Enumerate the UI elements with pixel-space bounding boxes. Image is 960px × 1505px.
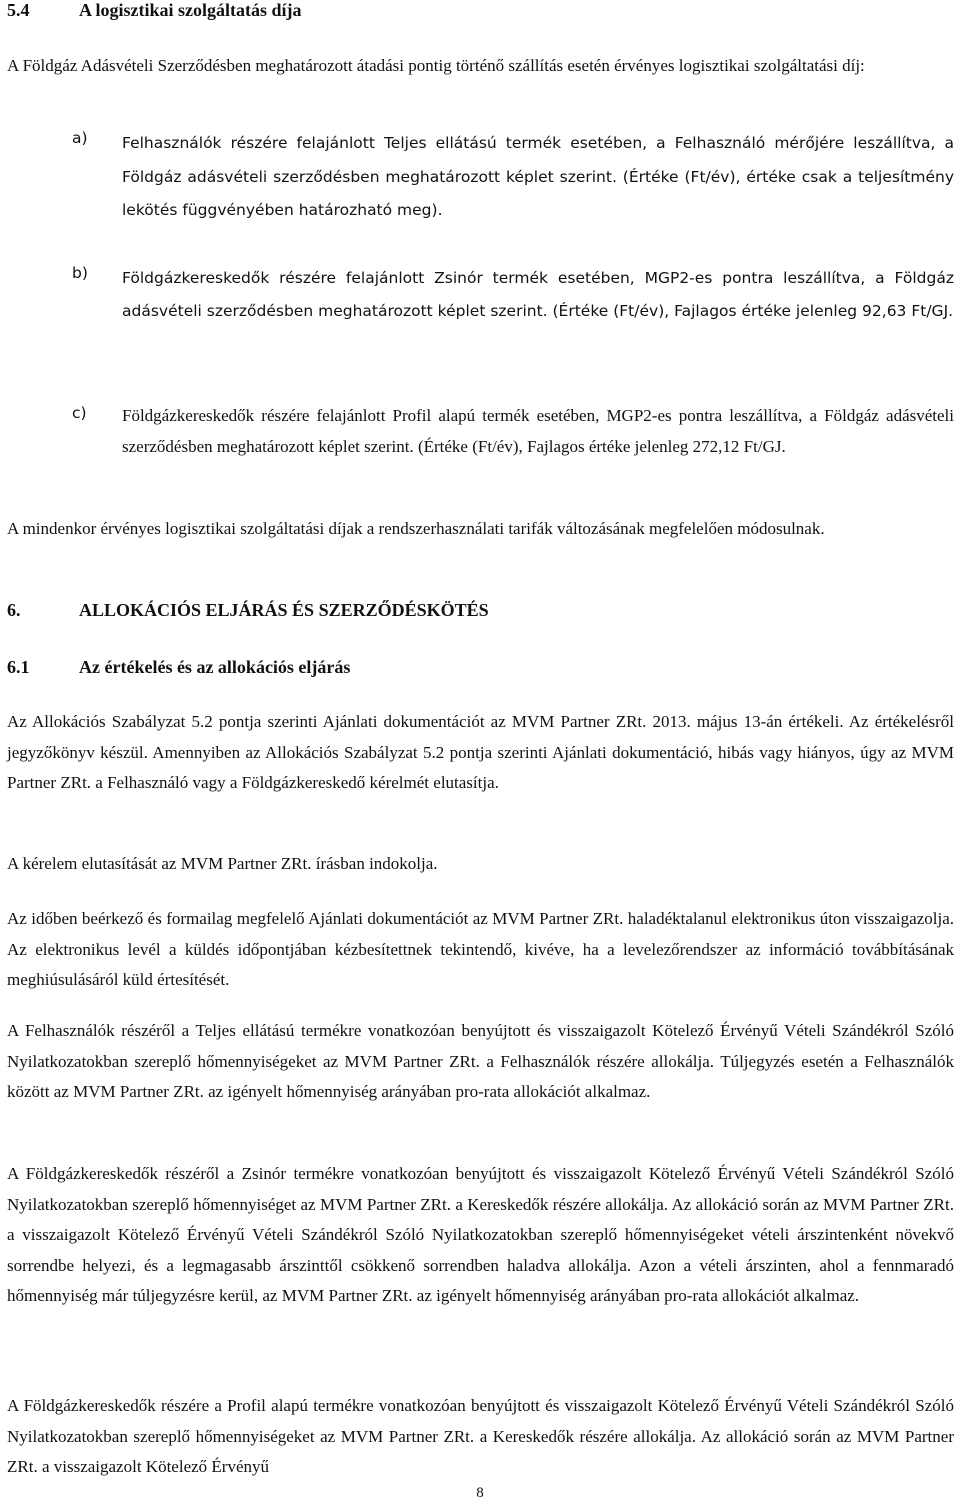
- list-item-a: [72, 127, 954, 227]
- section-number: 6.: [7, 600, 21, 620]
- section-title: Az értékelés és az allokációs eljárás: [79, 657, 351, 677]
- list-item-c: [72, 400, 954, 495]
- section-6-1-heading: [7, 657, 350, 678]
- section-title: A logisztikai szolgáltatás díja: [79, 0, 302, 20]
- list-item-text: Földgázkereskedők részére felajánlott Profil alapú termék esetében, MGP2-es pontra leszállítva, a Földgáz adásvételi szerződésben meghatározott képlet szerint. (Értéke (Ft/év), Fajlagos értéke jelenleg 272,12 Ft/GJ.: [122, 406, 954, 456]
- paragraph-evaluation: Az Allokációs Szabályzat 5.2 pontja szerinti Ajánlati dokumentációt az MVM Partner ZRt. 2013. május 13-án értékeli. Az értékelésről jegyzőkönyv készül. Amennyiben az Allokációs Szabályzat 5.2 pontja szerinti Ajánlati dokumentáció, hibás vagy hiányos, úgy az MVM Partner ZRt. a Felhasználó vagy a Földgázkereskedő kérelmét elutasítja.: [7, 712, 954, 792]
- list-item-label: b): [72, 264, 88, 282]
- paragraph-rejection: A kérelem elutasítását az MVM Partner ZRt. írásban indokolja.: [7, 854, 438, 873]
- page-number: 8: [476, 1485, 484, 1501]
- paragraph-profile-allocation: A Földgázkereskedők részére a Profil alapú termékre vonatkozóan benyújtott és visszaigazolt Kötelező Érvényű Vételi Szándékról Szóló Nyilatkozatokban szereplő hőmennyiségeket az MVM Partner ZRt. a Kereskedők részére allokálja. Az allokáció során az MVM Partner ZRt. a visszaigazolt Kötelező Érvényű: [7, 1396, 954, 1476]
- section-6-heading: [7, 600, 489, 621]
- list-item-text: Földgázkereskedők részére felajánlott Zsinór termék esetében, MGP2-es pontra leszállítva, a Földgáz adásvételi szerződésben meghatározott képlet szerint. (Értéke (Ft/év), Fajlagos értéke jelenleg 92,63 Ft/GJ.: [122, 269, 954, 320]
- list-item-b: [72, 262, 954, 362]
- paragraph-baseload-allocation: A Földgázkereskedők részéről a Zsinór termékre vonatkozóan benyújtott és visszaigazolt Kötelező Érvényű Vételi Szándékról Szóló Nyilatkozatokban szereplő hőmennyiséget az MVM Partner ZRt. a Kereskedők részére allokálja. Az allokáció során az MVM Partner ZRt. a visszaigazolt Kötelező Érvényű Vételi Szándékról Szóló Nyilatkozatokban szereplő hőmennyiségeket vételi árszintenként növekvő sorrendbe helyezi, és a legmagasabb árszinttől csökkenő sorrendben haladva allokálja. Azon a vételi árszinten, ahol a fennmaradó hőmennyiség már túljegyzésre kerül, az MVM Partner ZRt. az igényelt hőmennyiség arányában pro-rata allokációt alkalmaz.: [7, 1164, 954, 1305]
- section-title: ALLOKÁCIÓS ELJÁRÁS ÉS SZERZŐDÉSKÖTÉS: [79, 600, 489, 620]
- list-item-label: a): [72, 129, 88, 147]
- list-item-text: Felhasználók részére felajánlott Teljes ellátású termék esetében, a Felhasználó mérőjére leszállítva, a Földgáz adásvételi szerződésben meghatározott képlet szerint. (Értéke (Ft/év), értéke csak a teljesítmény lekötés függvényében határozható meg).: [122, 134, 954, 219]
- tariff-note-paragraph: A mindenkor érvényes logisztikai szolgáltatási díjak a rendszerhasználati tarifák változásának megfelelően módosulnak.: [7, 519, 825, 538]
- intro-paragraph: A Földgáz Adásvételi Szerződésben meghatározott átadási pontig történő szállítás esetén érvényes logisztikai szolgáltatási díj:: [7, 56, 865, 75]
- paragraph-full-supply-allocation: A Felhasználók részéről a Teljes ellátású termékre vonatkozóan benyújtott és visszaigazolt Kötelező Érvényű Vételi Szándékról Szóló Nyilatkozatokban szereplő hőmennyiségeket az MVM Partner ZRt. a Felhasználók részére allokálja. Túljegyzés esetén a Felhasználók között az MVM Partner ZRt. az igényelt hőmennyiség arányában pro-rata allokációt alkalmaz.: [7, 1021, 954, 1101]
- list-item-label: c): [72, 404, 87, 422]
- section-5-4-heading: [7, 0, 302, 21]
- paragraph-confirmation: Az időben beérkező és formailag megfelelő Ajánlati dokumentációt az MVM Partner ZRt. haladéktalanul elektronikus úton visszaigazolja. Az elektronikus levél a küldés időpontjában kézbesítettnek tekintendő, kivéve, ha a levelezőrendszer az információ továbbításának meghiúsulásáról küld értesítését.: [7, 909, 954, 989]
- section-number: 6.1: [7, 657, 30, 677]
- section-number: 5.4: [7, 0, 30, 20]
